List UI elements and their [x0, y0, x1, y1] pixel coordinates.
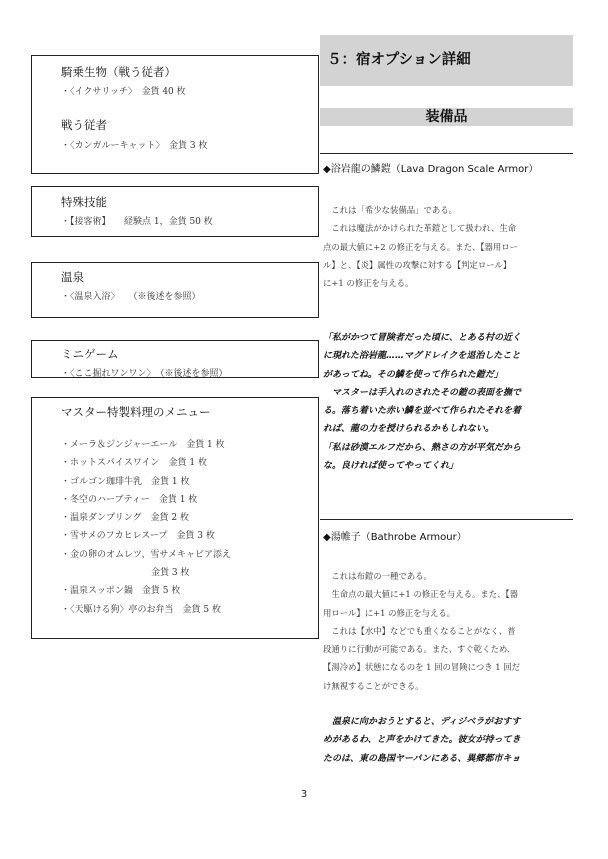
mount-title: 騎乗生物（戦う従者）: [61, 65, 176, 79]
skill-line: ・【接客術】 経験点 1，金貨 50 枚: [61, 217, 213, 227]
menu-item: ・メーラ＆ジンジャーエール 金貨 1 枚: [61, 440, 225, 450]
item-title-bathrobe-armour: ◆湯帷子（Bathrobe Armour）: [323, 532, 467, 543]
item-title-lava-dragon-armor: ◆浴岩龍の鱗鎧（Lava Dragon Scale Armor）: [323, 164, 539, 175]
onsen-line: ・〈温泉入浴〉 （※後述を参照）: [61, 292, 201, 302]
description-line: に+1 の修正を与える。: [323, 278, 414, 289]
page-number: 3: [300, 789, 308, 800]
description-line: これは魔法がかけられた革鎧として扱われ、生命: [323, 223, 517, 234]
description-line: 【湯冷め】状態になるのを 1 回の冒険につき 1 回だ: [323, 662, 521, 673]
menu-item: ・ホットスパイスワイン 金貨 1 枚: [61, 458, 207, 469]
description-line: これは【水中】などでも重くなることがなく、普: [323, 625, 516, 636]
description-line: 段通りに行動が可能である。また、すぐ乾くため、: [323, 644, 516, 655]
divider: [320, 153, 573, 154]
flavor-line: る。落ち着いた赤い鱗を並べて作られたそれを着: [323, 406, 522, 417]
description-line: これは「希少な装備品」である。: [323, 205, 457, 215]
equipment-heading: 装備品: [320, 108, 573, 126]
minigame-title: ミニゲーム: [61, 347, 119, 361]
menu-list: [32, 436, 318, 619]
flavor-line: に現れた浴岩龍……マグドレイクを退治したこと: [323, 351, 521, 362]
mount-line: ・〈イクサリッチ〉 金貨 40 枚: [61, 87, 186, 97]
minigame-line: ・〈ここ掘れワンワン〉 （※後述を参照）: [61, 369, 228, 379]
flavor-text: [323, 713, 573, 768]
mount-companion-box: [31, 55, 319, 174]
menu-item: ・ゴルゴン珈琲牛乳 金貨 1 枚: [61, 476, 190, 487]
menu-title: マスター特製料理のメニュー: [61, 405, 211, 419]
description-line: ル】と、【炎】属性の攻撃に対する【判定ロール】: [323, 259, 512, 270]
menu-item: ・雪サメのフカヒレスープ 金貨 3 枚: [61, 531, 215, 542]
flavor-line: があってね。その鱗を使って作られた鎧だ」: [323, 369, 503, 380]
menu-item-price: 金貨 3 枚: [61, 568, 190, 579]
description-line: 用ロール】に+1 の修正を与える。: [323, 607, 456, 618]
flavor-line: れば、龍の力を授けられるかもしれない。: [323, 424, 495, 435]
flavor-line: 温泉に向かおうとすると、ディジベラがおすす: [323, 717, 521, 727]
flavor-line: 「私がかつて冒険者だった頃に、とある村の近く: [323, 333, 522, 343]
master-menu-box: [31, 397, 319, 639]
onsen-box: [31, 262, 319, 318]
companion-line: ・〈カンガルーキャット〉 金貨 3 枚: [61, 141, 208, 151]
flavor-line: な。良ければ使ってやってくれ」: [323, 461, 459, 472]
description-line: け無視することができる。: [323, 680, 424, 691]
onsen-title: 温泉: [61, 270, 84, 284]
divider: [320, 519, 573, 520]
flavor-line: 「私は砂漠エルフだから、熱さの方が平気だから: [323, 442, 522, 453]
menu-item: ・冬空のハーブティー 金貨 1 枚: [61, 494, 198, 505]
item-description: [323, 567, 573, 695]
flavor-line: たのは、東の島国ヤーパンにある、異郷都市キョ: [323, 753, 521, 764]
description-line: これは布鎧の一種である。: [323, 571, 432, 581]
skill-title: 特殊技能: [61, 195, 107, 209]
description-line: 生命点の最大値に+1 の修正を与える。また、【器: [323, 589, 519, 600]
description-line: 点の最大値に+2 の修正を与える。また、【器用ロー: [323, 241, 519, 252]
minigame-box: [31, 340, 319, 378]
menu-item: ・金の卵のオムレツ、雪サメキャビア添え: [61, 549, 232, 560]
menu-item: ・温泉ダンプリング 金貨 2 枚: [61, 513, 189, 524]
flavor-line: マスターは手入れのされたその鎧の表面を撫で: [323, 387, 522, 398]
item-description: [323, 201, 573, 292]
menu-item: ・〈天駆ける狗〉亭のお弁当 金貨 5 枚: [61, 604, 221, 615]
section-title: ５：宿オプション詳細: [320, 35, 573, 86]
special-skill-box: [31, 186, 319, 237]
companion-title: 戦う従者: [61, 118, 107, 132]
flavor-text: [323, 329, 573, 475]
flavor-line: めがあるわ、と声をかけてきた。彼女が持ってき: [323, 735, 521, 746]
menu-item: ・温泉スッポン鍋 金貨 5 枚: [61, 586, 181, 597]
